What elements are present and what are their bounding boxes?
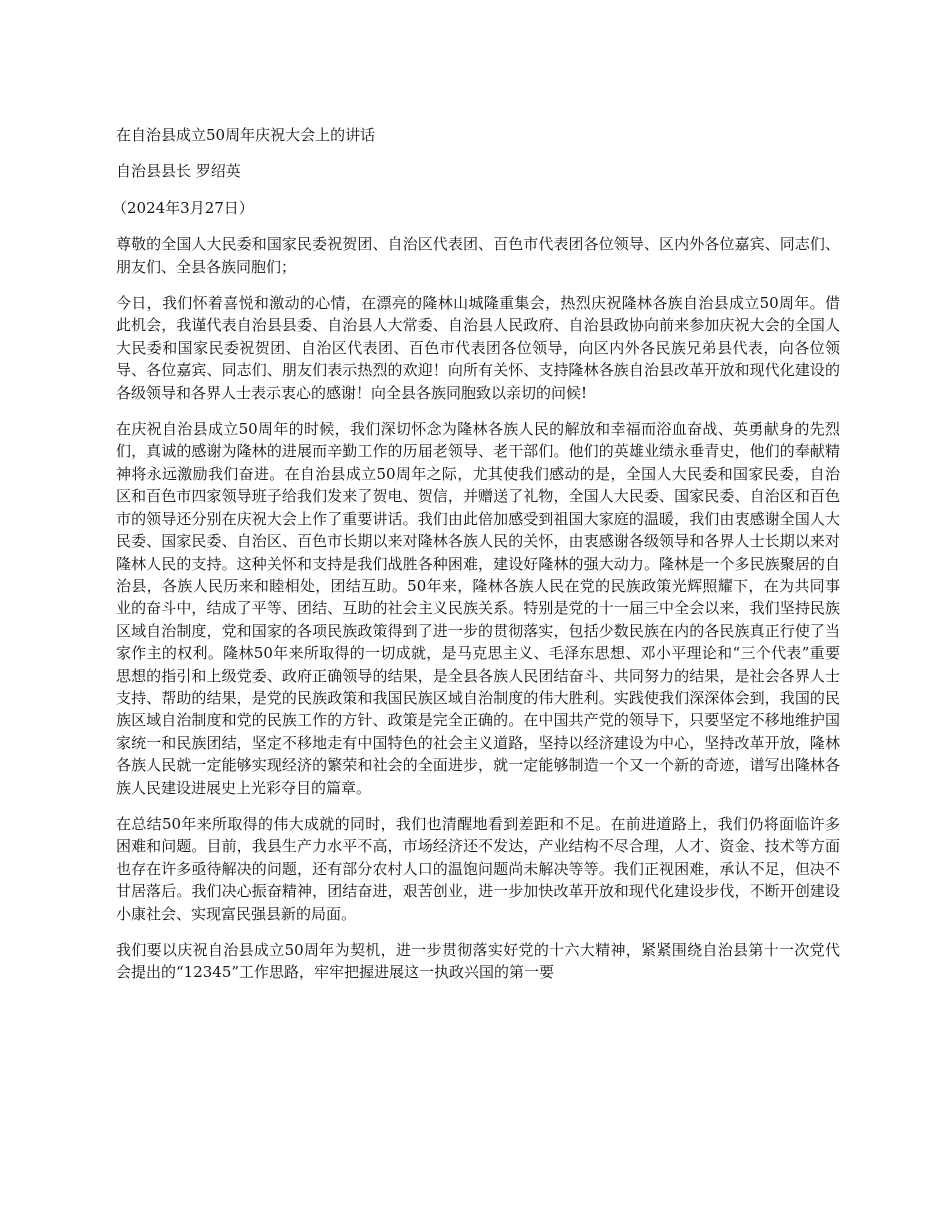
paragraph-achievements: 在庆祝自治县成立50周年的时候，我们深切怀念为隆林各族人民的解放和幸福而浴血奋战、英勇献身的先烈们，真诚的感谢为隆林的进展而辛勤工作的历届老领导、老干部们。他们的英雄业绩永垂青史，他们的奉献精神将永远激励我们奋进。在自治县成立50周年之际，尤其使我们感动的是，全国人大民委和国家民委，自治区和百色市四家领导班子给我们发来了贺电、贺信，并赠送了礼物，全国人大民委、国家民委、自治区和百色市的领导还分别在庆祝大会上作了重要讲话。我们由此倍加感受到祖国大家庭的温暖，我们由衷感谢全国人大民委、国家民委、自治区、百色市长期以来对隆林各族人民的关怀，由衷感谢各级领导和各界人士长期以来对隆林人民的支持。这种关怀和支持是我们战胜各种困难，建设好隆林的强大动力。隆林是一个多民族聚居的自治县，各族人民历来和睦相处，团结互助。50年来，隆林各族人民在党的民族政策光辉照耀下，在为共同事业的奋斗中，结成了平等、团结、互助的社会主义民族关系。特别是党的十一届三中全会以来，我们坚持民族区域自治制度，党和国家的各项民族政策得到了进一步的贯彻落实，包括少数民族在内的各民族真正行使了当家作主的权利。隆林50年来所取得的一切成就，是马克思主义、毛泽东思想、邓小平理论和“三个代表”重要思想的指引和上级党委、政府正确领导的结果，是全县各族人民团结奋斗、共同努力的结果，是社会各界人士支持、帮助的结果，是党的民族政策和我国民族区域自治制度的伟大胜利。实践使我们深深体会到，我国的民族区域自治制度和党的民族工作的方针、政策是完全正确的。在中国共产党的领导下，只要坚定不移地维护国家统一和民族团结，坚定不移地走有中国特色的社会主义道路，坚持以经济建设为中心，坚持改革开放，隆林各族人民就一定能够实现经济的繁荣和社会的全面进步，就一定能够制造一个又一个新的奇迹，谱写出隆林各族人民建设进展史上光彩夺目的篇章。 xyxy=(116,420,840,797)
paragraph-outlook: 我们要以庆祝自治县成立50周年为契机，进一步贯彻落实好党的十六大精神，紧紧围绕自治县第十一次党代会提出的“12345”工作思路，牢牢把握进展这一执政兴国的第一要 xyxy=(116,941,840,982)
document-date: （2024年3月27日） xyxy=(112,198,254,217)
document-title: 在自治县成立50周年庆祝大会上的讲话 xyxy=(116,126,376,144)
document-body xyxy=(112,124,840,998)
paragraph-welcome: 今日，我们怀着喜悦和激动的心情，在漂亮的隆林山城隆重集会，热烈庆祝隆林各族自治县成立50周年。借此机会，我谨代表自治县县委、自治县人大常委、自治县人民政府、自治县政协向前来参加庆祝大会的全国人大民委和国家民委祝贺团、自治区代表团、百色市代表团各位领导，向区内外各民族兄弟县代表，向各位领导、各位嘉宾、同志们、朋友们表示热烈的欢迎！向所有关怀、支持隆林各族自治县改革开放和现代化建设的各级领导和各界人士表示衷心的感谢！向全县各族同胞致以亲切的问候! xyxy=(116,294,840,402)
document-author: 自治县县长 罗绍英 xyxy=(116,162,241,181)
paragraph-salutation: 尊敬的全国人大民委和国家民委祝贺团、自治区代表团、百色市代表团各位领导、区内外各位嘉宾、同志们、朋友们、全县各族同胞们； xyxy=(116,235,840,276)
paragraph-challenges: 在总结50年来所取得的伟大成就的同时，我们也清醒地看到差距和不足。在前进道路上，我们仍将面临许多困难和问题。目前，我县生产力水平不高，市场经济还不发达，产业结构不尽合理，人才、资金、技术等方面也存在许多亟待解决的问题，还有部分农村人口的温饱问题尚未解决等等。我们正视困难，承认不足，但决不甘居落后。我们决心振奋精神，团结奋进，艰苦创业，进一步加快改革开放和现代化建设步伐，不断开创建设小康社会、实现富民强县新的局面。 xyxy=(116,814,840,923)
